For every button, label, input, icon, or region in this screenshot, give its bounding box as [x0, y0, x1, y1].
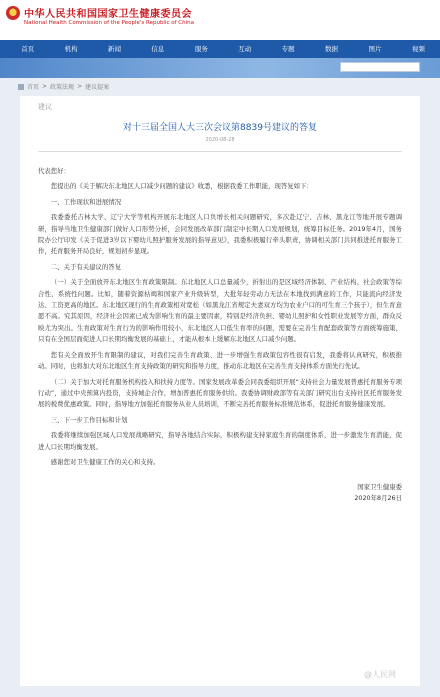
- article-paragraph: 三、下一步工作目标和计划: [50, 415, 128, 424]
- site-title[interactable]: 中华人民共和国国家卫生健康委员会: [24, 9, 192, 20]
- article-paragraph: （二）关于加大对托育服务机构投入和扶持力度等。国家发展改革委会同我委组织开展“支持社会力量发展普惠托育服务专项行动”，通过中央预算内投资，支持城企合作，增加普惠托育服务供给。我委协调财政部等有关部门研究出台支持社区托育服务发展的税费优惠政策。同时，指导地方加强托育服务从业人员培训，不断完善托育服务标准规范体系，促进托育服务健康发展。: [38, 377, 402, 409]
- search-input[interactable]: [340, 62, 420, 72]
- nav-item-home[interactable]: 首页: [21, 45, 35, 53]
- breadcrumb-proposals[interactable]: 建议提案: [85, 84, 110, 91]
- article-title: 对十三届全国人大三次会议第8839号建议的答复: [123, 123, 317, 133]
- article-paragraph: 我委委托吉林大学、辽宁大学等机构开展东北地区人口负增长相关问题研究，多次赴辽宁、吉林、黑龙江等地开展专题调研，指导当地卫生健康部门做好人口形势分析，会同发展改革部门制定中长期人口发展规划，统筹目标任务。2019年4月，国务院办公厅印发《关于促进3岁以下婴幼儿照护服务发展的指导意见》，我委积极履行牵头职责，协调相关部门共同推进托育服务工作，托育服务开局良好，规划初步显现。: [38, 213, 402, 256]
- article-paragraph: 我委将继续加强区域人口发展战略研究，指导各地结合实际，积极构建支持家庭生育的制度体系，进一步激发生育潜能，促进人口长期均衡发展。: [38, 431, 402, 451]
- article-panel: [20, 96, 420, 686]
- breadcrumb: 首页 > 政策法规 > 建议提案: [0, 78, 440, 95]
- article-paragraph: （一）关于全面放开东北地区生育政策限制。东北地区人口总量减少，折射出的是区域经济体制、产业结构、社会政策等综合性、系统性问题。比如，随着资源枯竭和国家产业升级转型，大批年轻劳动力无法在本地找到满意的工作，只能流向经济发达、工资更高的地区。东北地区现行的生育政策相对宽松（如黑龙江省规定夫妻双方均为农业户口的可生育三个孩子），但生育意愿不高。究其原因，经济社会因素已成为影响生育的最主要因素，特别是经济负担、婴幼儿照护和女性职业发展等方面，群众反映尤为突出。生育政策对生育行为的影响作用较小，东北地区人口低生育率的问题，需要在完善生育配套政策等方面统筹施策，只有在全国层面促进人口长期均衡发展的基础上，才能从根本上缓解东北地区人口减少问题。: [38, 278, 402, 344]
- article-paragraph: 一、工作现状和进展情况: [50, 197, 122, 206]
- article-paragraph: 代表您好：: [38, 167, 70, 175]
- article-paragraph: 您有关全面放开生育限制的建议，对我们完善生育政策、进一步增强生育政策包容性很有启发，我委将认真研究，积极推动。同时，也将加大对东北地区生育支持政策的研究和指导力度，推动东北地区在完善生育支持体系方面先行先试。: [38, 350, 402, 371]
- article-paragraph: 二、关于有关建议的答复: [50, 262, 122, 271]
- breadcrumb-policy[interactable]: 政策法规: [50, 84, 75, 91]
- article-paragraph: 感谢您对卫生健康工作的关心和支持。: [50, 457, 160, 466]
- signature-date: 2020年8月26日: [354, 494, 402, 503]
- nav-item-services[interactable]: 服务: [194, 45, 208, 53]
- site-title-english: National Health Commission of the People's Republic of China: [24, 20, 195, 26]
- nav-item-images[interactable]: 图片: [368, 45, 382, 53]
- nav-item-institutions[interactable]: 机构: [64, 45, 78, 53]
- nav-item-info[interactable]: 信息: [151, 45, 165, 53]
- section-label: 建议: [38, 103, 52, 111]
- signature: 国家卫生健康委: [357, 483, 402, 492]
- nav-item-data[interactable]: 数据: [325, 45, 339, 53]
- article-paragraph: 您提出的《关于解决东北地区人口减少问题的建议》收悉，根据我委工作职能，现答复如下：: [50, 182, 313, 191]
- nav-item-interaction[interactable]: 互动: [238, 45, 252, 53]
- nav-item-news[interactable]: 新闻: [108, 45, 122, 53]
- article-meta: 2020-08-28: [205, 137, 235, 143]
- site-header: [0, 0, 440, 40]
- national-emblem-icon: [6, 6, 20, 20]
- signature-block: [38, 482, 402, 504]
- breadcrumb-home[interactable]: 首页: [27, 84, 40, 91]
- article-body: [38, 166, 402, 468]
- home-icon: [18, 84, 24, 90]
- main-nav: [0, 40, 440, 58]
- divider: [38, 151, 402, 152]
- nav-item-topics[interactable]: 专题: [281, 45, 295, 53]
- watermark: @人民网: [364, 670, 396, 679]
- nav-item-videos[interactable]: 视频: [411, 45, 425, 53]
